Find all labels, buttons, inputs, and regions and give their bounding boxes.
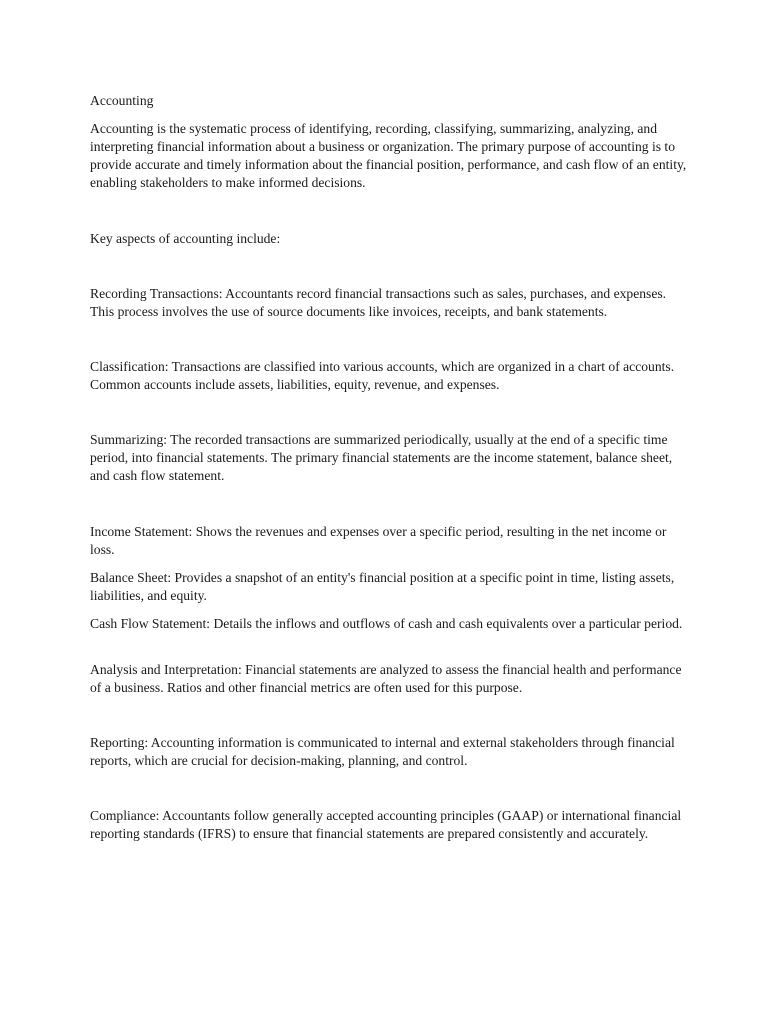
reporting-paragraph: Reporting: Accounting information is communicated to internal and external stakeholders through financial reports, which are crucial for decision-making, planning, and control. [90,735,675,768]
document-title: Accounting [90,93,154,108]
compliance-paragraph: Compliance: Accountants follow generally accepted accounting principles (GAAP) or international financial reporting standards (IFRS) to ensure that financial statements are prepared consistently and accurately. [90,808,682,841]
income-statement-paragraph: Income Statement: Shows the revenues and expenses over a specific period, resulting in the net income or loss. [90,524,667,557]
analysis-interpretation-paragraph: Analysis and Interpretation: Financial statements are analyzed to assess the financial health and performance of a business. Ratios and other financial metrics are often used for this purpose. [90,662,682,695]
classification-paragraph: Classification: Transactions are classified into various accounts, which are organized in a chart of accounts. Common accounts include assets, liabilities, equity, revenue, and expenses. [90,359,675,392]
intro-paragraph: Accounting is the systematic process of identifying, recording, classifying, summarizing, analyzing, and interpreting financial information about a business or organization. The primary purpose of accounting is to provide accurate and timely information about the financial position, performance, and cash flow of an entity, enabling stakeholders to make informed decisions. [90,121,687,190]
key-aspects-heading: Key aspects of accounting include: [90,231,281,246]
recording-transactions-paragraph: Recording Transactions: Accountants record financial transactions such as sales, purchases, and expenses. This process involves the use of source documents like invoices, receipts, and bank statements. [90,286,667,319]
summarizing-paragraph: Summarizing: The recorded transactions are summarized periodically, usually at the end of a specific time period, into financial statements. The primary financial statements are the income statement, balance sheet, and cash flow statement. [90,432,673,483]
balance-sheet-paragraph: Balance Sheet: Provides a snapshot of an entity's financial position at a specific point in time, listing assets, liabilities, and equity. [90,570,675,603]
cash-flow-statement-paragraph: Cash Flow Statement: Details the inflows and outflows of cash and cash equivalents over a particular period. [90,616,683,631]
